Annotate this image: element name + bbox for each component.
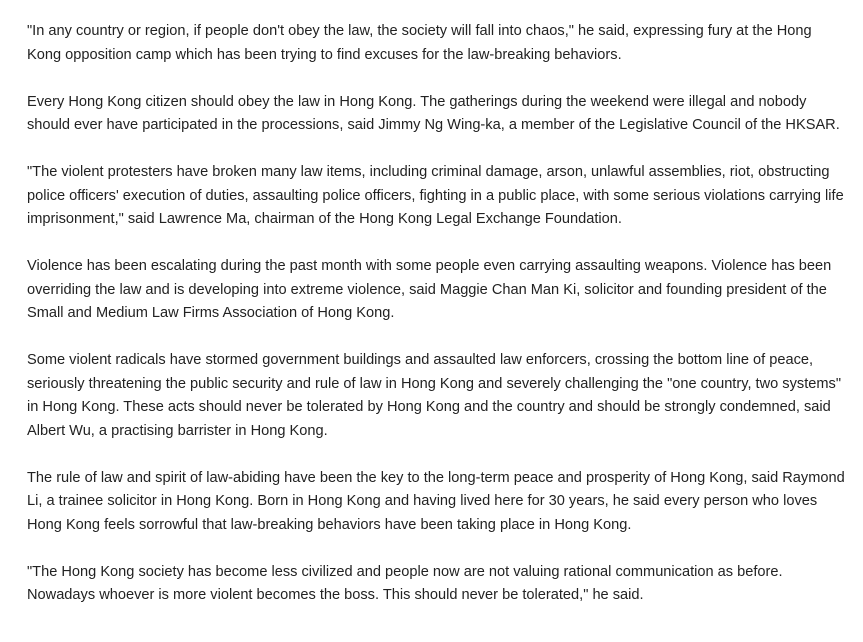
article-paragraph: Every Hong Kong citizen should obey the law in Hong Kong. The gatherings during the weekend were illegal and nobody should ever have participated in the processions, said Jimmy Ng Wing-ka, a member of the Legislative Council of the HKSAR. [27, 93, 840, 133]
article-paragraph: Some violent radicals have stormed government buildings and assaulted law enforcers, crossing the bottom line of peace, seriously threatening the public security and rule of law in Hong Kong and severely challenging the "one country, two systems" in Hong Kong. These acts should never be tolerated by Hong Kong and the country and should be strongly condemned, said Albert Wu, a practising barrister in Hong Kong. [27, 352, 842, 439]
article-paragraph: "The Hong Kong society has become less civilized and people now are not valuing rational communication as before. Nowadays whoever is more violent becomes the boss. This should never be tolerated," he said. [27, 563, 783, 603]
article-paragraph: Violence has been escalating during the past month with some people even carrying assaulting weapons. Violence has been overriding the law and is developing into extreme violence, said Maggie Chan Man Ki, solicitor and founding president of the Small and Medium Law Firms Association of Hong Kong. [27, 258, 832, 321]
article-paragraph: "The violent protesters have broken many law items, including criminal damage, arson, unlawful assemblies, riot, obstructing police officers' execution of duties, assaulting police officers, fighting in a public place, with some serious violations carrying life imprisonment," said Lawrence Ma, chairman of the Hong Kong Legal Exchange Foundation. [27, 164, 844, 227]
article-paragraph: The rule of law and spirit of law-abiding have been the key to the long-term peace and prosperity of Hong Kong, said Raymond Li, a trainee solicitor in Hong Kong. Born in Hong Kong and having lived here for 30 years, he said every person who loves Hong Kong feels sorrowful that law-breaking behaviors have been taking place in Hong Kong. [27, 469, 845, 533]
article-paragraph: "In any country or region, if people don't obey the law, the society will fall into chaos," he said, expressing fury at the Hong Kong opposition camp which has been trying to find excuses for the law-breaking behaviors. [27, 23, 812, 63]
